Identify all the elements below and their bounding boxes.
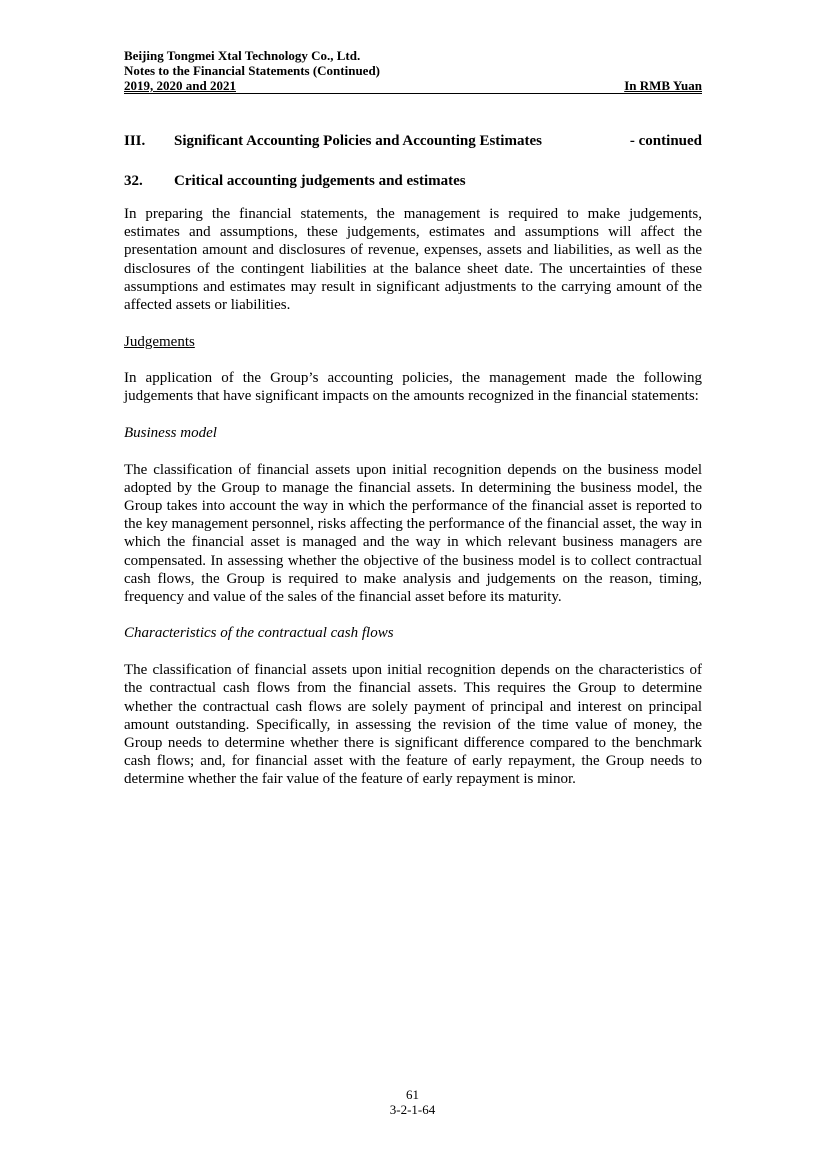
subsection-number: 32. (124, 173, 143, 189)
subsection-heading (124, 172, 702, 190)
currency-label: In RMB Yuan (624, 78, 702, 93)
cash-flows-heading: Characteristics of the contractual cash flows (124, 625, 394, 642)
intro-paragraph: In preparing the financial statements, the management is required to make judgements, estimates and assumptions, these judgements, estimates and assumptions will affect the presentation amount and disclosures of revenue, expenses, assets and liabilities, as well as the disclosures of the contingent liabilities at the balance sheet date. The uncertainties of these assumptions and estimates may result in significant adjustments to the carrying amount of the affected assets or liabilities. (124, 206, 702, 314)
section-continued: - continued (629, 133, 702, 149)
section-heading (124, 132, 702, 150)
subsection-title: Critical accounting judgements and estimates (174, 173, 466, 189)
document-page (124, 48, 702, 789)
document-code: 3-2-1-64 (389, 1102, 436, 1117)
section-title: Significant Accounting Policies and Accounting Estimates (174, 133, 542, 149)
cash-flows-paragraph: The classification of financial assets upon initial recognition depends on the characteristics of the contractual cash flows from the financial assets. This requires the Group to determine whether the contractual cash flows are solely payment of principal and interest on principal amount outstanding. Specifically, in assessing the revision of the time value of money, the Group needs to determine whether there is significant difference compared to the benchmark cash flows; and, for financial asset with the feature of early repayment, the Group needs to determine whether the fair value of the feature of early repayment is minor. (124, 662, 702, 788)
business-model-paragraph: The classification of financial assets upon initial recognition depends on the business model adopted by the Group to manage the financial assets. In determining the business model, the Group takes into account the way in which the performance of the financial asset is reported to the key management personnel, risks affecting the performance of the financial asset, the way in which the financial asset is managed and the way in which relevant business managers are compensated. In assessing whether the objective of the business model is to collect contractual cash flows, the Group is required to make analysis and judgements on the reason, timing, frequency and value of the sales of the financial asset before its maturity. (124, 461, 702, 606)
application-paragraph: In application of the Group’s accounting policies, the management made the following judgements that have significant impacts on the amounts recognized in the financial statements: (124, 370, 702, 405)
header-rule-line (124, 78, 702, 94)
company-name: Beijing Tongmei Xtal Technology Co., Ltd. (124, 48, 361, 63)
business-model-heading: Business model (124, 424, 217, 441)
page-number: 61 (406, 1087, 419, 1102)
judgements-heading: Judgements (124, 334, 195, 351)
report-years: 2019, 2020 and 2021 (124, 78, 236, 93)
section-number: III. (124, 133, 146, 149)
document-subtitle: Notes to the Financial Statements (Continued) (124, 63, 381, 78)
